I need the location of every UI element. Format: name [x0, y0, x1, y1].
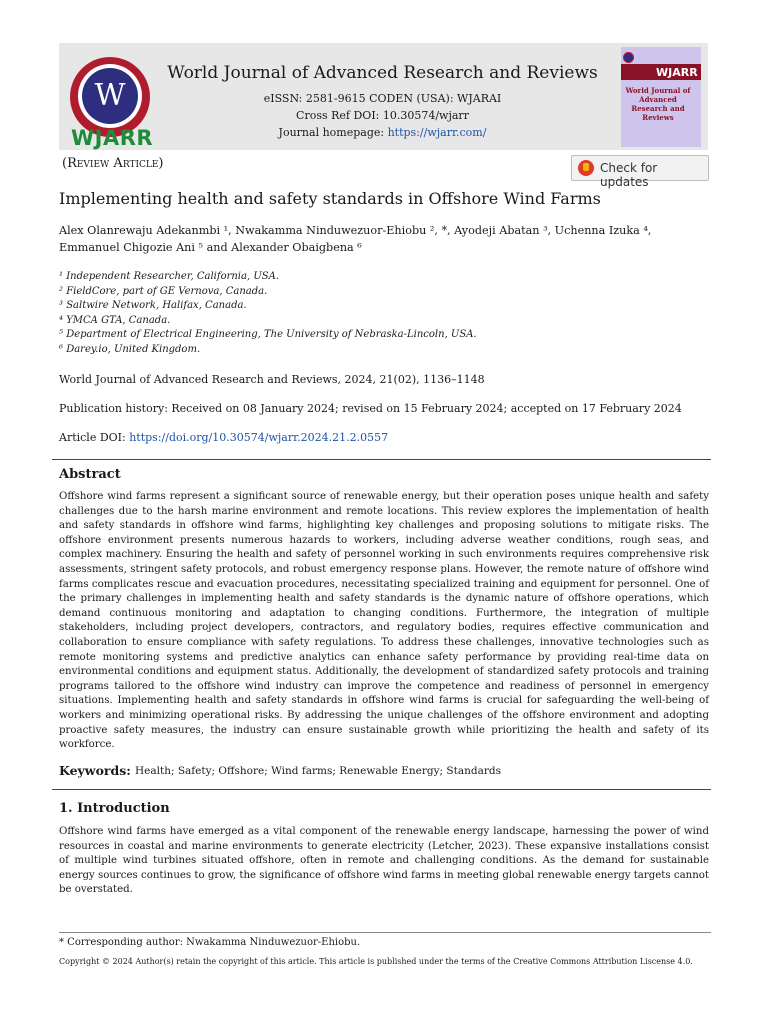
paper-title: Implementing health and safety standards in Offshore Wind Farms	[59, 189, 601, 208]
intro-title: 1. Introduction	[59, 801, 170, 816]
check-for-updates-button[interactable]	[571, 155, 709, 189]
affiliation: ⁶ Darey.io, United Kingdom.	[59, 343, 201, 355]
doi-label: Article DOI:	[59, 431, 130, 444]
doi-link[interactable]: https://doi.org/10.30574/wjarr.2024.21.2.0557	[129, 431, 389, 444]
abstract-title: Abstract	[59, 467, 121, 482]
divider	[52, 789, 711, 790]
copyright: Copyright © 2024 Author(s) retain the copyright of this article. This article is published under the terms of the Creative Commons Attribution Liscense 4.0.	[59, 957, 693, 966]
affiliations	[59, 270, 719, 358]
citation: World Journal of Advanced Research and Reviews, 2024, 21(02), 1136–1148	[59, 373, 485, 386]
keywords: Health; Safety; Offshore; Wind farms; Renewable Energy; Standards	[135, 765, 501, 777]
corresponding-author: * Corresponding author: Nwakamma Ninduwezuor-Ehiobu.	[59, 937, 361, 948]
check-for-updates-label: Check for updates	[600, 161, 658, 189]
publication-history: Publication history: Received on 08 January 2024; revised on 15 February 2024; accepted on 17 February 2024	[59, 402, 682, 415]
journal-logo-letter: W	[82, 68, 138, 124]
cover-journal-name: World Journal of Advanced Research and Reviews	[625, 86, 691, 122]
authors-line: Emmanuel Chigozie Ani ⁵ and Alexander Obaigbena ⁶	[59, 241, 362, 254]
intro-text: Offshore wind farms have emerged as a vital component of the renewable energy landscape, harnessing the power of wind resources in coastal and marine environments to generate electricity (Letcher, 2023). These expansive installations consist of multiple wind turbines situated offshore, often in remote and challenging conditions. As the demand for sustainable energy sources continues to grow, the significance of offshore wind farms in meeting global renewable energy targets cannot be overstated.	[59, 826, 709, 896]
cover-logo-icon	[623, 52, 634, 63]
affiliation: ³ Saltwire Network, Halifax, Canada.	[59, 300, 247, 312]
homepage-link[interactable]: https://wjarr.com/	[387, 126, 487, 139]
authors	[59, 222, 719, 256]
homepage-label: Journal homepage:	[278, 126, 388, 139]
journal-title: World Journal of Advanced Research and Reviews	[167, 63, 598, 83]
homepage-line	[160, 126, 605, 139]
affiliation: ² FieldCore, part of GE Vernova, Canada.	[59, 285, 268, 297]
article-doi	[59, 431, 388, 444]
keywords-label: Keywords:	[59, 763, 131, 778]
crossref-line: Cross Ref DOI: 10.30574/wjarr	[296, 109, 469, 122]
crossmark-icon	[578, 160, 594, 176]
affiliation: ⁴ YMCA GTA, Canada.	[59, 314, 171, 326]
cover-abbr: WJARR	[656, 66, 698, 79]
authors-line: Alex Olanrewaju Adekanmbi ¹, Nwakamma Ninduwezuor-Ehiobu ², *, Ayodeji Abatan ³, Uchenna Izuka ⁴,	[59, 224, 652, 237]
abstract-text: Offshore wind farms represent a significant source of renewable energy, but their operation poses unique health and safety challenges due to the harsh marine environment and remote locations. This review explores the implementation of health and safety standards in offshore wind farms, highlighting key challenges and proposing solutions to mitigate risks. The offshore environment presents numerous hazards to workers, including adverse weather conditions, rough seas, and complex machinery. Ensuring the health and safety of personnel working in such environments requires comprehensive risk assessments, stringent safety protocols, and robust emergency response plans. However, the remote nature of offshore wind farms complicates rescue and evacuation procedures, necessitating specialized training and equipment for personnel. One of the primary challenges in implementing health and safety standards is the dynamic nature of offshore operations, which demand continuous monitoring and adaptation to changing conditions. Furthermore, the integration of multiple stakeholders, including project developers, contractors, and regulatory bodies, requires effective communication and collaboration to ensure compliance with safety regulations. To address these challenges, innovative technologies such as remote monitoring systems and predictive analytics can enhance safety performance by providing real-time data on environmental conditions and equipment status. Additionally, the development of standardized safety protocols and training programs tailored to the offshore wind industry can improve the competence and readiness of personnel in emergency situations. Implementing health and safety standards in offshore wind farms is crucial for safeguarding the well-being of workers and minimizing operational risks. By addressing the unique challenges of the offshore environment and adopting proactive safety measures, the industry can ensure sustainable growth while prioritizing the health and safety of its workforce.	[59, 491, 709, 751]
footnote-divider	[59, 932, 711, 933]
affiliation: ⁵ Department of Electrical Engineering, The University of Nebraska-Lincoln, USA.	[59, 329, 477, 341]
issn-line: eISSN: 2581-9615 CODEN (USA): WJARAI	[263, 92, 502, 105]
divider	[52, 459, 711, 460]
affiliation: ¹ Independent Researcher, California, USA.	[59, 271, 279, 282]
journal-logo-text: WJARR	[71, 126, 154, 150]
article-type: (Review Article)	[62, 156, 164, 171]
